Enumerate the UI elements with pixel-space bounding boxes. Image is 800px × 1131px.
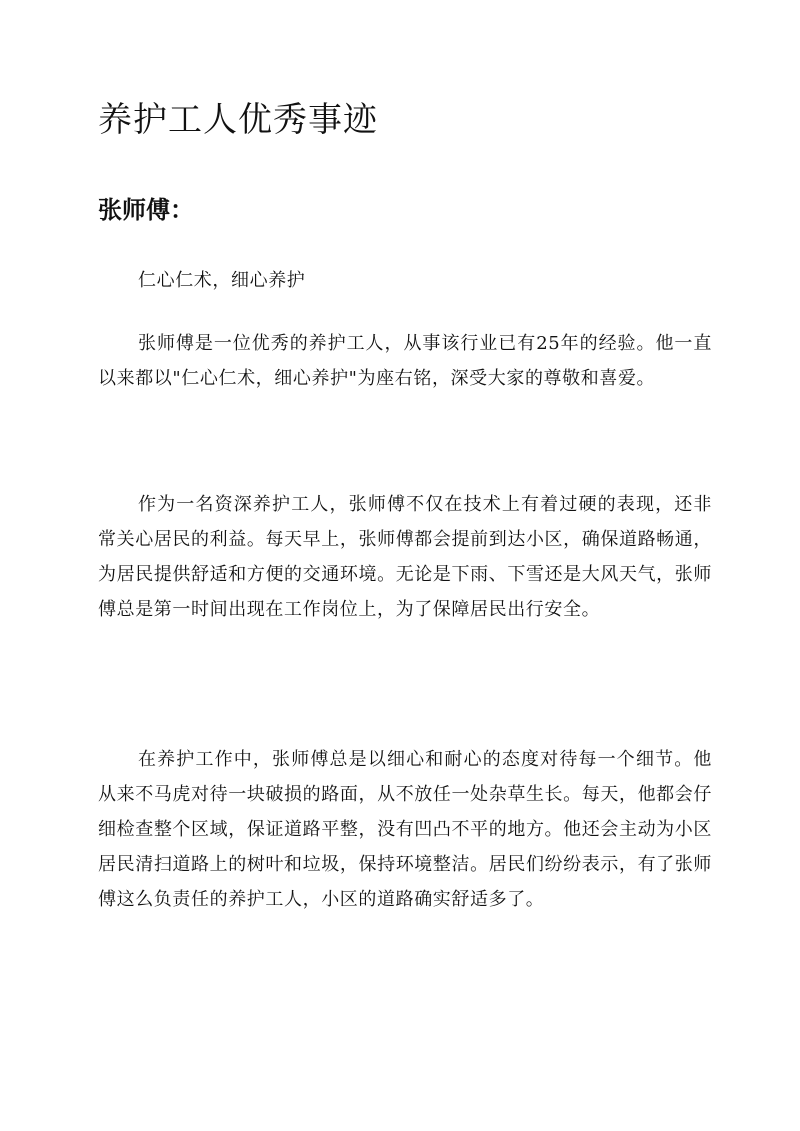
motto-line: 仁心仁术，细心养护 (138, 270, 306, 291)
section-heading: 张师傅： (98, 195, 194, 224)
paragraph-2: 作为一名资深养护工人，张师傅不仅在技术上有着过硬的表现，还非常关心居民的利益。每天早上，张师傅都会提前到达小区，确保道路畅通，为居民提供舒适和方便的交通环境。无论是下雨、下雪还是大风天气，张师傅总是第一时间出现在工作岗位上，为了保障居民出行安全。 (98, 494, 712, 620)
paragraph-1: 张师傅是一位优秀的养护工人，从事该行业已有25年的经验。他一直以来都以"仁心仁术，细心养护"为座右铭，深受大家的尊敬和喜爱。 (98, 333, 712, 389)
document-title: 养护工人优秀事迹 (98, 100, 378, 140)
paragraph-3: 在养护工作中，张师傅总是以细心和耐心的态度对待每一个细节。他从来不马虎对待一块破损的路面，从不放任一处杂草生长。每天，他都会仔细检查整个区域，保证道路平整，没有凹凸不平的地方。他还会主动为小区居民清扫道路上的树叶和垃圾，保持环境整洁。居民们纷纷表示，有了张师傅这么负责任的养护工人，小区的道路确实舒适多了。 (98, 749, 712, 910)
